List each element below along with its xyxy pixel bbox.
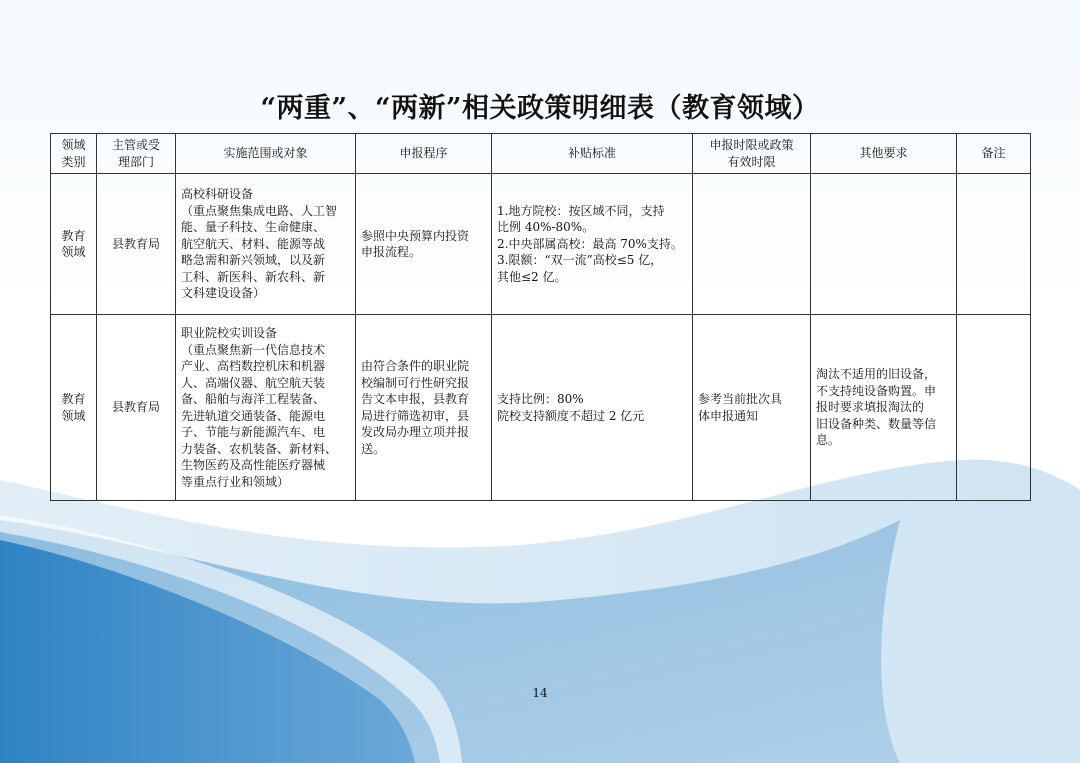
header-deadline: 申报时限或政策 有效时限	[693, 134, 811, 174]
cell-other: 淘汰不适用的旧设备， 不支持纯设备购置。申 报时要求填报淘汰的 旧设备种类、数量等信 息。	[811, 315, 957, 501]
cell-procedure: 参照中央预算内投资 申报流程。	[356, 174, 492, 315]
cell-deadline	[693, 174, 811, 315]
cell-subsidy: 1.地方院校：按区域不同，支持 比例 40%-80%。 2.中央部属高校：最高 70%支持。 3.限额：“双一流”高校≤5 亿， 其他≤2 亿。	[492, 174, 693, 315]
cell-scope: 高校科研设备 （重点聚焦集成电路、人工智 能、量子科技、生命健康、 航空航天、材料、能源等战 略急需和新兴领域，以及新 工科、新医科、新农科、新 文科建设设备）	[176, 174, 356, 315]
header-other: 其他要求	[811, 134, 957, 174]
cell-subsidy: 支持比例：80% 院校支持额度不超过 2 亿元	[492, 315, 693, 501]
header-note: 备注	[957, 134, 1031, 174]
policy-table	[50, 133, 1031, 501]
cell-dept: 县教育局	[97, 315, 176, 501]
cell-note	[957, 315, 1031, 501]
cell-domain: 教育 领域	[51, 315, 97, 501]
table-header-row	[51, 134, 1031, 174]
table-row	[51, 174, 1031, 315]
cell-scope: 职业院校实训设备 （重点聚焦新一代信息技术 产业、高档数控机床和机器 人、高端仪器、航空航天装 备、船舶与海洋工程装备、 先进轨道交通装备、能源电 子、节能与新能源汽车、电 力装备、农机装备、新材料、 生物医药及高性能医疗器械 等重点行业和领域）	[176, 315, 356, 501]
cell-domain: 教育 领域	[51, 174, 97, 315]
page-number: 14	[532, 686, 548, 700]
header-subsidy: 补贴标准	[492, 134, 693, 174]
cell-procedure: 由符合条件的职业院 校编制可行性研究报 告文本申报，县教育 局进行筛选初审，县 发改局办理立项并报 送。	[356, 315, 492, 501]
cell-other	[811, 174, 957, 315]
cell-deadline: 参考当前批次具 体申报通知	[693, 315, 811, 501]
header-scope: 实施范围或对象	[176, 134, 356, 174]
table-row	[51, 315, 1031, 501]
cell-note	[957, 174, 1031, 315]
header-domain: 领域 类别	[51, 134, 97, 174]
header-dept: 主管或受 理部门	[97, 134, 176, 174]
page-title: “两重”、“两新”相关政策明细表（教育领域）	[260, 93, 820, 124]
header-procedure: 申报程序	[356, 134, 492, 174]
cell-dept: 县教育局	[97, 174, 176, 315]
